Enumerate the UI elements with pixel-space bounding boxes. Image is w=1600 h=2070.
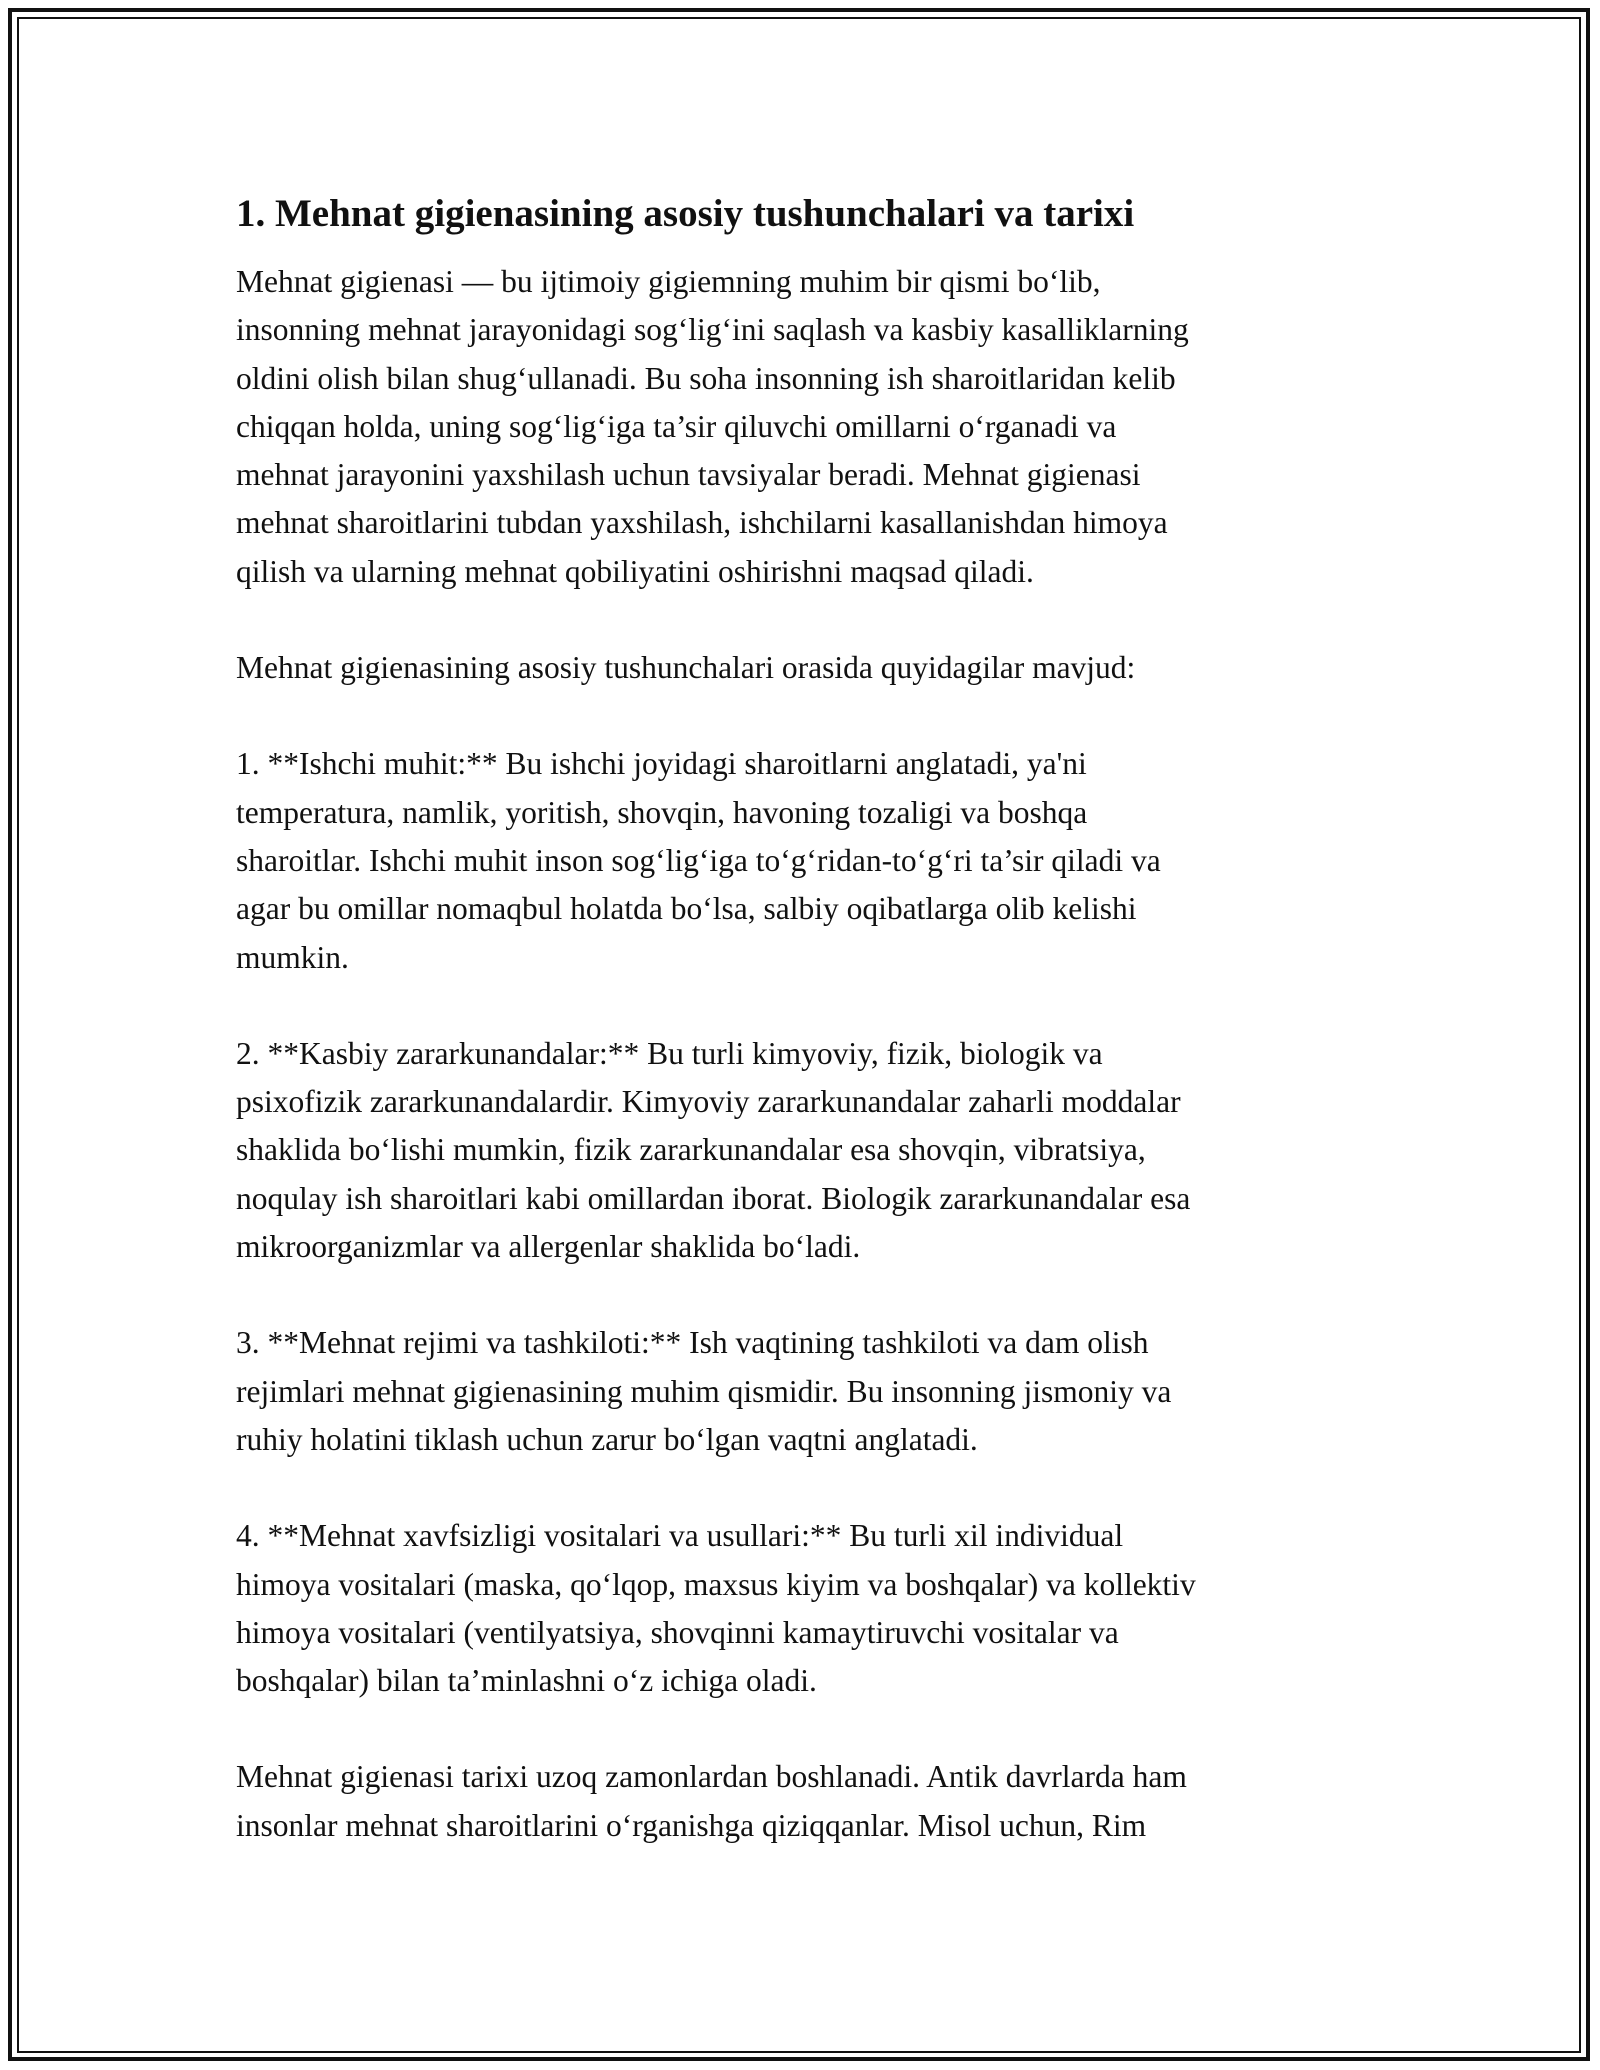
section-heading: 1. Mehnat gigienasining asosiy tushunchalari va tarixi xyxy=(236,192,1135,235)
list-item-work-environment: 1. **Ishchi muhit:** Bu ishchi joyidagi sharoitlarni anglatadi, ya'ni temperatura, namlik, yoritish, shovqin, havoning tozaligi va boshqa sharoitlar. Ishchi muhit inson sog‘lig‘iga to‘g‘ridan-to‘g‘ri ta’sir qiladi va agar bu omillar nomaqbul holatda bo‘lsa, salbiy oqibatlarga olib kelishi mumkin. xyxy=(236,746,1161,975)
paragraph-history: Mehnat gigienasi tarixi uzoq zamonlardan boshlanadi. Antik davrlarda ham insonlar mehnat sharoitlarini o‘rganishga qiziqqanlar. Misol uchun, Rim xyxy=(236,1759,1187,1843)
list-item-occupational-hazards: 2. **Kasbiy zararkunandalar:** Bu turli kimyoviy, fizik, biologik va psixofizik zararkunandalardir. Kimyoviy zararkunandalar zaharli moddalar shaklida bo‘lishi mumkin, fizik zararkunandalar esa shovqin, vibratsiya, noqulay ish sharoitlari kabi omillardan iborat. Biologik zararkunandalar esa mikroorganizmlar va allergenlar shaklida bo‘ladi. xyxy=(236,1035,1191,1265)
paragraph-concepts-lead: Mehnat gigienasining asosiy tushunchalari orasida quyidagilar mavjud: xyxy=(236,650,1136,686)
list-item-work-regime: 3. **Mehnat rejimi va tashkiloti:** Ish vaqtining tashkiloti va dam olish rejimlari mehnat gigienasining muhim qismidir. Bu insonning jismoniy va ruhiy holatini tiklash uchun zarur bo‘lgan vaqtni anglatadi. xyxy=(236,1325,1172,1457)
document-body xyxy=(236,188,1376,1898)
list-item-safety-means: 4. **Mehnat xavfsizligi vositalari va usullari:** Bu turli xil individual himoya vositalari (maska, qo‘lqop, maxsus kiyim va boshqalar) va kollektiv himoya vositalari (ventilyatsiya, shovqinni kamaytiruvchi vositalar va boshqalar) bilan ta’minlashni o‘z ichiga oladi. xyxy=(236,1518,1196,1699)
paragraph-intro: Mehnat gigienasi — bu ijtimoiy gigiemning muhim bir qismi bo‘lib, insonning mehnat jarayonidagi sog‘lig‘ini saqlash va kasbiy kasalliklarning oldini olish bilan shug‘ullanadi. Bu soha insonning ish sharoitlaridan kelib chiqqan holda, uning sog‘lig‘iga ta’sir qiluvchi omillarni o‘rganadi va mehnat jarayonini yaxshilash uchun tavsiyalar beradi. Mehnat gigienasi mehnat sharoitlarini tubdan yaxshilash, ishchilarni kasallanishdan himoya qilish va ularning mehnat qobiliyatini oshirishni maqsad qiladi. xyxy=(236,264,1189,589)
